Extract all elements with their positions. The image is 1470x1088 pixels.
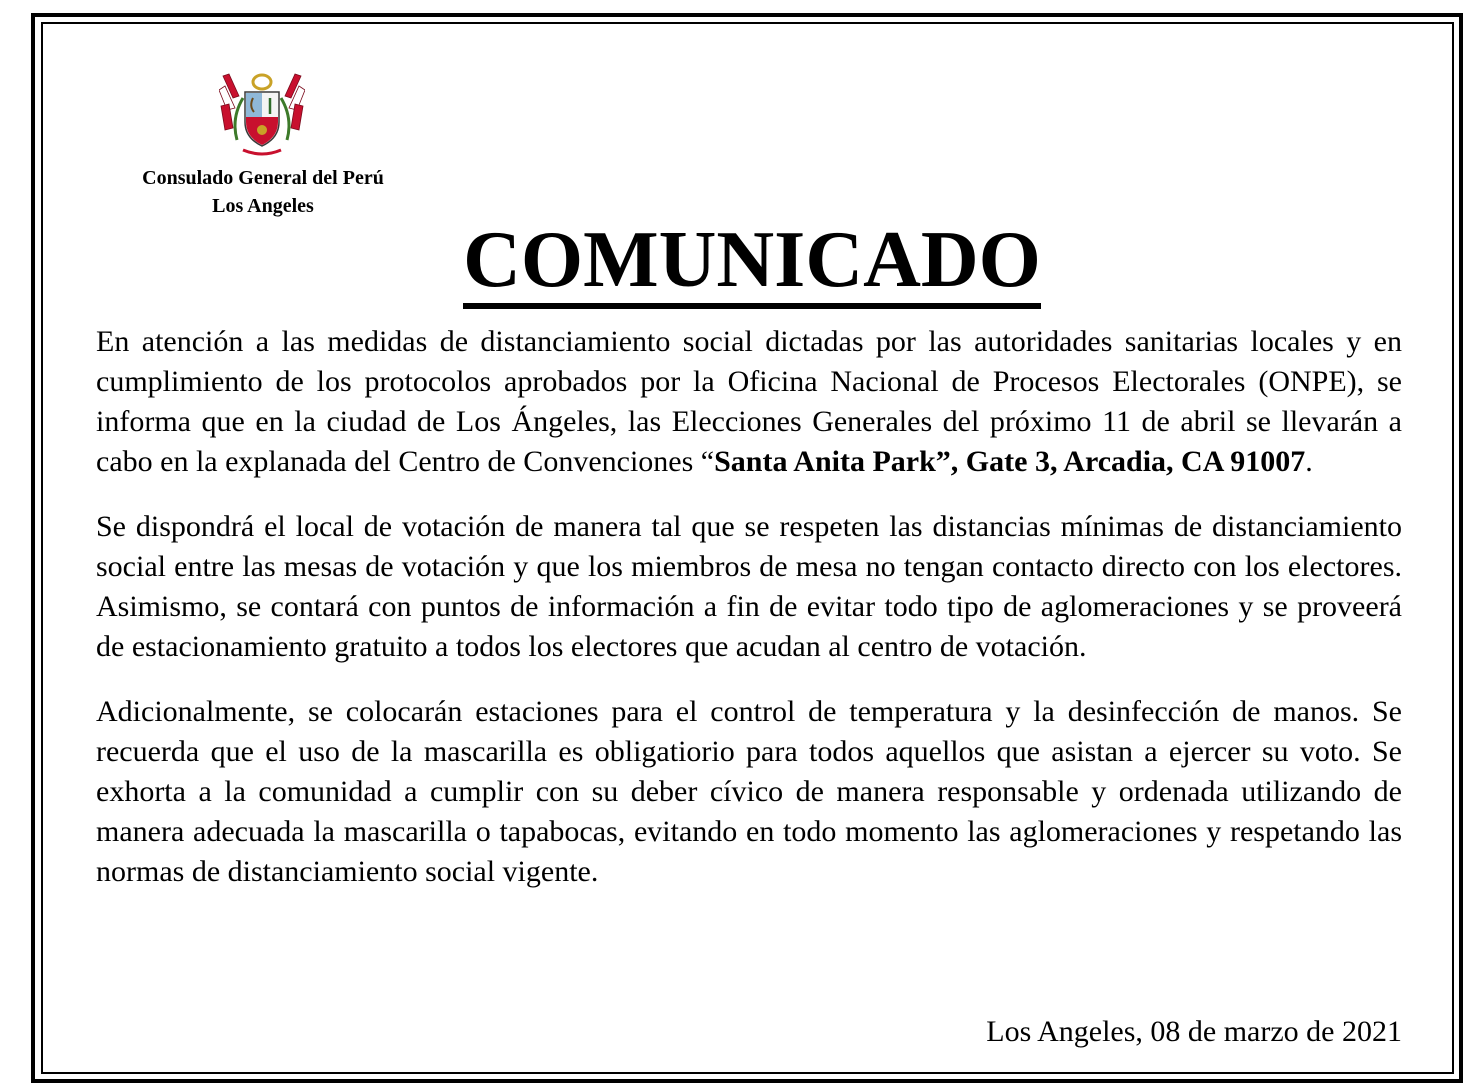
- communique-body: [96, 322, 1402, 917]
- paragraph-1-text: En atención a las medidas de distanciamiento social dictadas por las autoridades sanitarias locales y en cumplimiento de los protocolos aprobados por la Oficina Nacional de Procesos Electorales (ONPE), se informa que en la ciudad de Los Ángeles, las Elecciones Generales del próximo 11 de abril se llevarán a cabo en la explanada del Centro de Convenciones “: [96, 325, 1402, 478]
- page-title: [0, 212, 1470, 309]
- consulate-line-1: Consulado General del Perú: [142, 167, 384, 189]
- paragraph-1-end: .: [1305, 445, 1313, 478]
- peru-coat-of-arms-icon: [219, 70, 305, 158]
- paragraph-1: [96, 322, 1402, 482]
- title-text: COMUNICADO: [463, 219, 1041, 309]
- dateline: Los Angeles, 08 de marzo de 2021: [986, 1015, 1402, 1048]
- paragraph-2: Se dispondrá el local de votación de manera tal que se respeten las distancias mínimas de distanciamiento social entre las mesas de votación y que los miembros de mesa no tengan contacto directo con los electores. Asimismo, se contará con puntos de información a fin de evitar todo tipo de aglomeraciones y se proveerá de estacionamiento gratuito a todos los electores que acudan al centro de votación.: [96, 510, 1402, 663]
- consulate-line-2: Los Angeles: [212, 195, 314, 217]
- venue-address: Santa Anita Park”, Gate 3, Arcadia, CA 91007: [714, 445, 1306, 478]
- paragraph-3: Adicionalmente, se colocarán estaciones para el control de temperatura y la desinfección de manos. Se recuerda que el uso de la mascarilla es obligatiorio para todos aquellos que asistan a ejercer su voto. Se exhorta a la comunidad a cumplir con su deber cívico de manera responsable y ordenada utilizando de manera adecuada la mascarilla o tapabocas, evitando en todo momento las aglomeraciones y respetando las normas de distanciamiento social vigente.: [96, 695, 1402, 888]
